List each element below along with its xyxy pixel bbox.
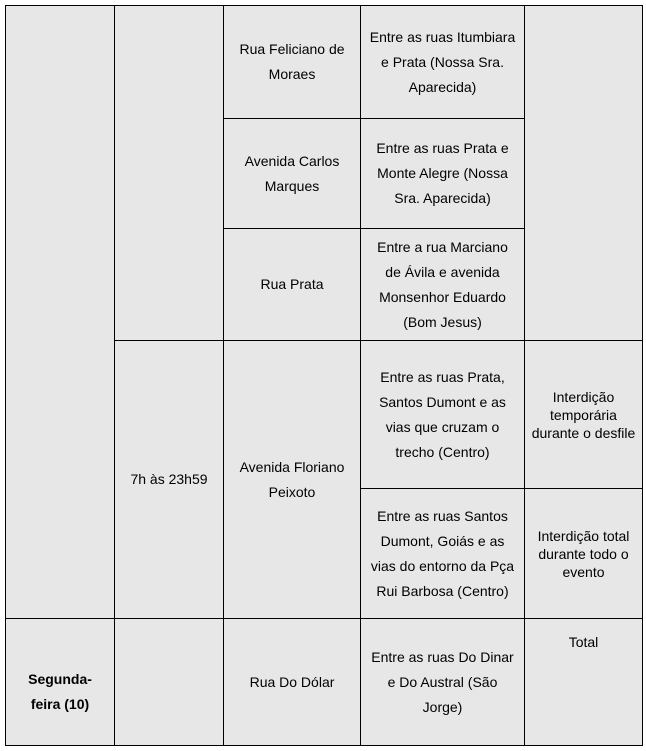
segment-cell: Entre as ruas Itumbiara e Prata (Nossa Sra. Aparecida) xyxy=(361,6,525,119)
table-row xyxy=(6,619,643,746)
street-cell: Avenida Carlos Marques xyxy=(224,119,361,229)
type-cell: Interdição total durante todo o evento xyxy=(525,489,643,619)
type-cell: Interdição temporária durante o desfile xyxy=(525,341,643,489)
day-cell: Segunda-feira (10) xyxy=(6,619,115,746)
segment-cell: Entre a rua Marciano de Ávila e avenida Monsenhor Eduardo (Bom Jesus) xyxy=(361,229,525,341)
time-cell: 7h às 23h59 xyxy=(115,341,224,619)
segment-cell: Entre as ruas Prata, Santos Dumont e as vias que cruzam o trecho (Centro) xyxy=(361,341,525,489)
day-cell xyxy=(6,6,115,619)
type-cell xyxy=(525,6,643,341)
segment-cell: Entre as ruas Do Dinar e Do Austral (São Jorge) xyxy=(361,619,525,746)
time-cell xyxy=(115,6,224,341)
street-cell: Rua Feliciano de Moraes xyxy=(224,6,361,119)
street-cell: Rua Do Dólar xyxy=(224,619,361,746)
table-row xyxy=(6,6,643,119)
time-cell xyxy=(115,619,224,746)
type-cell: Total xyxy=(525,619,643,746)
segment-cell: Entre as ruas Santos Dumont, Goiás e as vias do entorno da Pça Rui Barbosa (Centro) xyxy=(361,489,525,619)
street-cell: Rua Prata xyxy=(224,229,361,341)
road-closure-table xyxy=(5,5,643,746)
segment-cell: Entre as ruas Prata e Monte Alegre (Nossa Sra. Aparecida) xyxy=(361,119,525,229)
street-cell: Avenida Floriano Peixoto xyxy=(224,341,361,619)
